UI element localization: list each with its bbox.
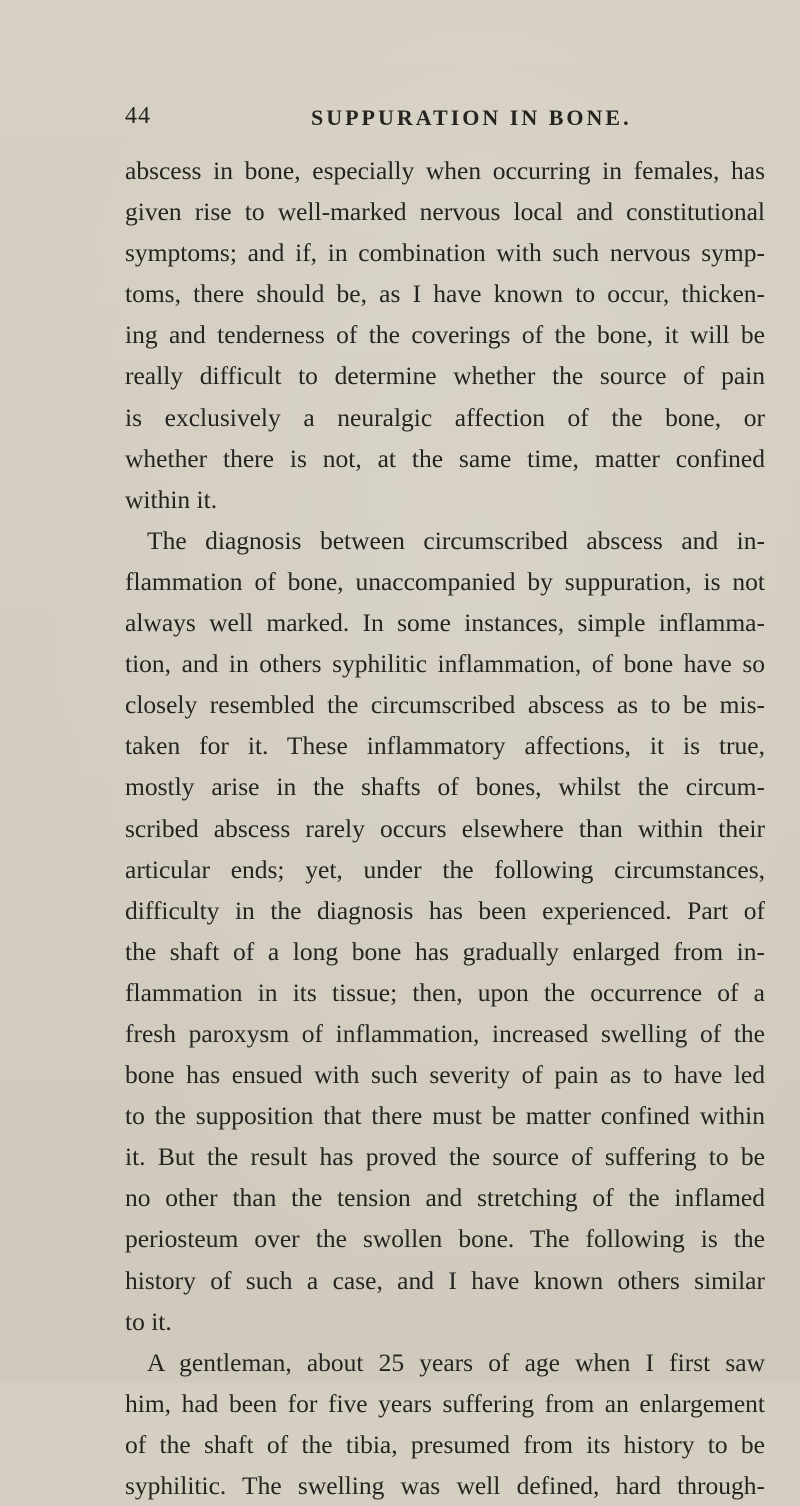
text-line: to it. bbox=[125, 1306, 172, 1336]
running-head bbox=[125, 103, 765, 135]
text-line: abscess in bone, especially when occurring in females, has bbox=[125, 156, 765, 185]
text-line: taken for it. These inflammatory affections, it is true, bbox=[125, 731, 765, 761]
text-line: flammation in its tissue; then, upon the occurrence of a bbox=[125, 977, 765, 1007]
text-line: syphilitic. The swelling was well defined, hard through- bbox=[125, 1471, 765, 1500]
text-line: bone has ensued with such severity of pain as to have led bbox=[125, 1060, 765, 1090]
text-line: him, had been for five years suffering from an enlargement bbox=[125, 1388, 765, 1418]
text-line: flammation of bone, unaccompanied by suppuration, is not bbox=[125, 566, 765, 596]
text-line: mostly arise in the shafts of bones, whilst the circum- bbox=[125, 772, 765, 802]
text-line: really difficult to determine whether the source of pain bbox=[125, 361, 765, 391]
text-line: history of such a case, and I have known others similar bbox=[125, 1265, 765, 1295]
text-line: of the shaft of the tibia, presumed from its history to be bbox=[125, 1429, 765, 1459]
text-line: periosteum over the swollen bone. The following is the bbox=[125, 1224, 765, 1254]
text-line: is exclusively a neuralgic affection of the bone, or bbox=[125, 402, 765, 432]
text-line: no other than the tension and stretching of the inflamed bbox=[125, 1183, 765, 1213]
page-number: 44 bbox=[125, 103, 151, 129]
text-line: to the supposition that there must be matter confined within bbox=[125, 1101, 765, 1131]
text-line: the shaft of a long bone has gradually enlarged from in- bbox=[125, 936, 765, 966]
text-line: toms, there should be, as I have known to occur, thicken- bbox=[125, 279, 765, 309]
text-line: given rise to well-marked nervous local and constitutional bbox=[125, 197, 765, 227]
text-line: always well marked. In some instances, simple inflamma- bbox=[125, 608, 765, 638]
text-line: fresh paroxysm of inflammation, increased swelling of the bbox=[125, 1018, 765, 1048]
text-line: within it. bbox=[125, 484, 218, 514]
body-text bbox=[125, 150, 765, 1506]
text-line: A gentleman, about 25 years of age when I first saw bbox=[147, 1347, 765, 1377]
text-line: whether there is not, at the same time, matter confined bbox=[125, 443, 765, 473]
text-line: tion, and in others syphilitic inflammation, of bone have so bbox=[125, 649, 765, 679]
text-line: scribed abscess rarely occurs elsewhere than within their bbox=[125, 813, 765, 843]
text-line: The diagnosis between circumscribed abscess and in- bbox=[147, 525, 765, 555]
text-line: ing and tenderness of the coverings of the bone, it will be bbox=[125, 320, 765, 350]
text-line: closely resembled the circumscribed abscess as to be mis- bbox=[125, 690, 765, 720]
text-line: it. But the result has proved the source of suffering to be bbox=[125, 1142, 765, 1172]
text-line: difficulty in the diagnosis has been experienced. Part of bbox=[125, 895, 765, 925]
text-line: symptoms; and if, in combination with such nervous symp- bbox=[125, 238, 765, 268]
running-title: SUPPURATION IN BONE. bbox=[311, 105, 632, 130]
text-line: articular ends; yet, under the following circumstances, bbox=[125, 854, 765, 884]
